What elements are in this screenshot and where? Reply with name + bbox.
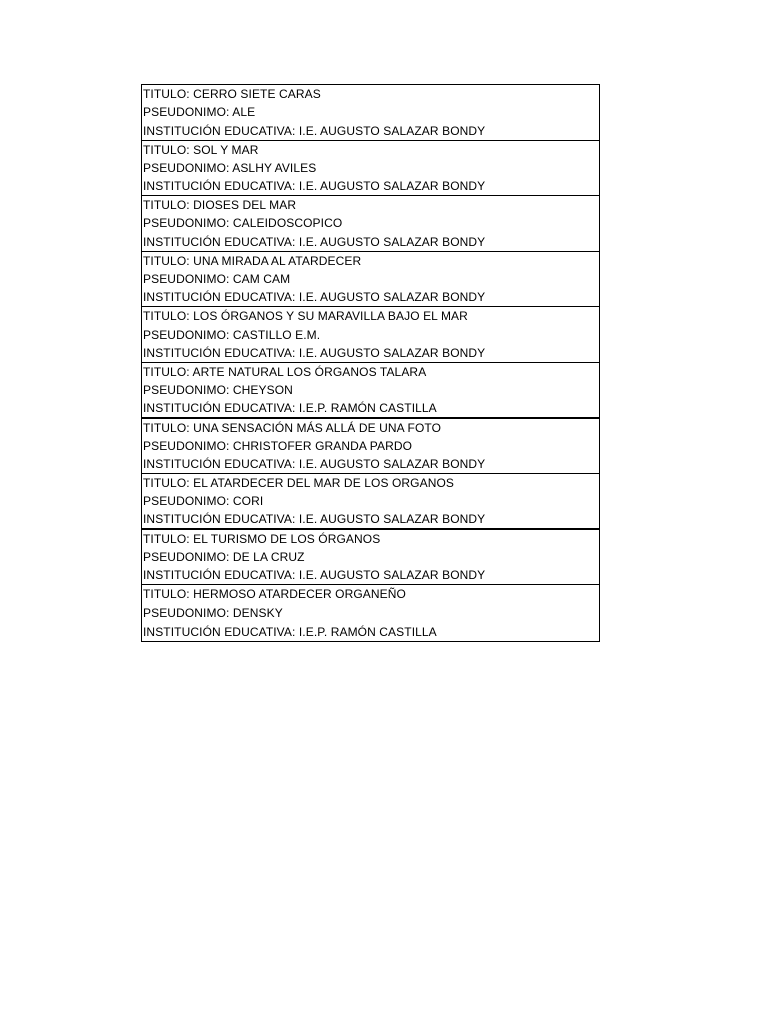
entry-row [142, 419, 599, 475]
entry-institution: INSTITUCIÓN EDUCATIVA: I.E. AUGUSTO SALAZAR BONDY [143, 457, 486, 472]
entry-row [142, 252, 599, 308]
entry-row [142, 530, 599, 586]
entry-pseudonym: PSEUDONIMO: DENSKY [143, 606, 283, 621]
entry-institution: INSTITUCIÓN EDUCATIVA: I.E.P. RAMÓN CASTILLA [143, 624, 437, 639]
entry-title: TITULO: UNA SENSACIÓN MÁS ALLÁ DE UNA FOTO [143, 420, 442, 435]
entry-title: TITULO: ARTE NATURAL LOS ÓRGANOS TALARA [143, 364, 427, 379]
entry-pseudonym: PSEUDONIMO: CAM CAM [143, 272, 291, 287]
entry-pseudonym: PSEUDONIMO: CHEYSON [143, 382, 293, 397]
entry-pseudonym: PSEUDONIMO: ASLHY AVILES [143, 160, 317, 175]
entry-title: TITULO: HERMOSO ATARDECER ORGANEÑO [143, 587, 406, 602]
entry-row [142, 307, 599, 363]
entry-institution: INSTITUCIÓN EDUCATIVA: I.E. AUGUSTO SALAZAR BONDY [143, 345, 486, 360]
entry-title: TITULO: LOS ÓRGANOS Y SU MARAVILLA BAJO EL MAR [143, 309, 468, 324]
entry-row [142, 585, 599, 641]
entry-pseudonym: PSEUDONIMO: CALEIDOSCOPICO [143, 216, 343, 231]
entry-row [142, 141, 599, 197]
entry-institution: INSTITUCIÓN EDUCATIVA: I.E.P. RAMÓN CASTILLA [143, 400, 437, 415]
entry-institution: INSTITUCIÓN EDUCATIVA: I.E. AUGUSTO SALAZAR BONDY [143, 179, 486, 194]
entry-title: TITULO: EL ATARDECER DEL MAR DE LOS ORGANOS [143, 476, 455, 491]
entry-pseudonym: PSEUDONIMO: CASTILLO E.M. [143, 327, 321, 342]
entry-title: TITULO: SOL Y MAR [143, 142, 259, 157]
entry-row [142, 196, 599, 252]
entry-institution: INSTITUCIÓN EDUCATIVA: I.E. AUGUSTO SALAZAR BONDY [143, 568, 486, 583]
entry-row [142, 85, 599, 141]
entry-pseudonym: PSEUDONIMO: CORI [143, 494, 264, 509]
entry-pseudonym: PSEUDONIMO: DE LA CRUZ [143, 550, 305, 565]
entry-institution: INSTITUCIÓN EDUCATIVA: I.E. AUGUSTO SALAZAR BONDY [143, 290, 486, 305]
entry-title: TITULO: EL TURISMO DE LOS ÓRGANOS [143, 531, 381, 546]
entry-institution: INSTITUCIÓN EDUCATIVA: I.E. AUGUSTO SALAZAR BONDY [143, 234, 486, 249]
entry-pseudonym: PSEUDONIMO: CHRISTOFER GRANDA PARDO [143, 438, 413, 453]
entries-table [141, 84, 600, 642]
entry-institution: INSTITUCIÓN EDUCATIVA: I.E. AUGUSTO SALAZAR BONDY [143, 123, 486, 138]
entry-pseudonym: PSEUDONIMO: ALE [143, 105, 256, 120]
entry-title: TITULO: UNA MIRADA AL ATARDECER [143, 253, 362, 268]
entry-title: TITULO: CERRO SIETE CARAS [143, 87, 321, 101]
entry-title: TITULO: DIOSES DEL MAR [143, 198, 297, 213]
entry-institution: INSTITUCIÓN EDUCATIVA: I.E. AUGUSTO SALAZAR BONDY [143, 512, 486, 527]
entry-row [142, 363, 599, 419]
entry-row [142, 474, 599, 530]
